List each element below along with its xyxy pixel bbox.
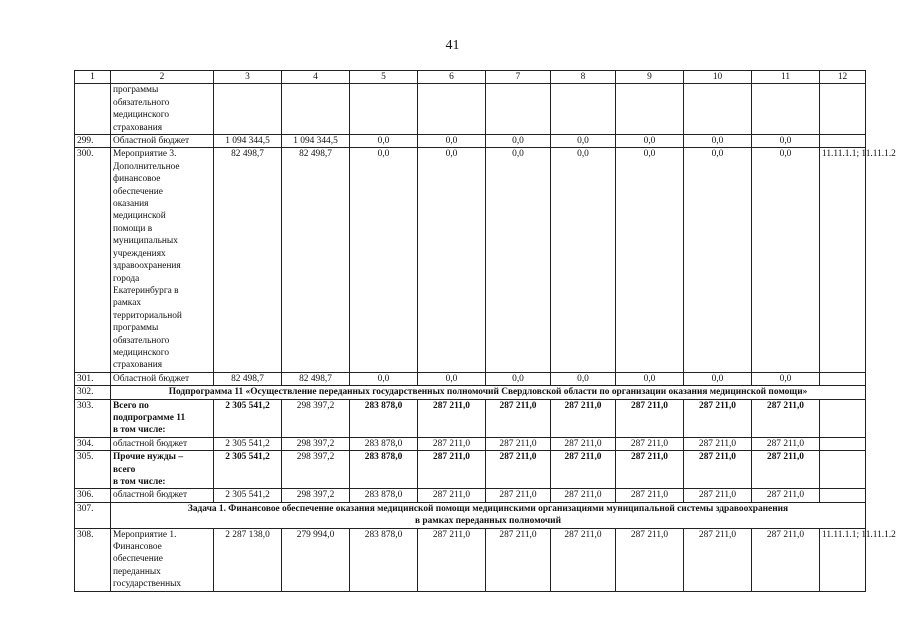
table-row [75, 135, 866, 148]
budget-table [74, 70, 896, 592]
cell-value: 287 211,0 [551, 399, 616, 437]
cell-value: 0,0 [350, 372, 418, 385]
cell-value: 287 211,0 [616, 437, 684, 450]
cell-value: 82 498,7 [282, 372, 350, 385]
target-ref: 11.11.1.1; 11.11.1.2 [820, 528, 866, 591]
cell-value: 0,0 [486, 148, 551, 372]
cell-value: 1 094 344,5 [282, 135, 350, 148]
cell-value: 287 211,0 [684, 437, 752, 450]
row-number: 306. [75, 489, 111, 502]
section-row [75, 386, 866, 399]
cell-value: 287 211,0 [616, 528, 684, 591]
column-header: 5 [350, 71, 418, 84]
cell-value: 0,0 [752, 148, 820, 372]
cell [486, 84, 551, 135]
cell-value: 287 211,0 [616, 489, 684, 502]
cell-value: 287 211,0 [684, 528, 752, 591]
row-number: 308. [75, 528, 111, 591]
row-name: Мероприятие 3. Дополнительное финансовое обеспечение оказания медицинской помощи в муниципальных учреждениях здравоохранения города Екатеринбурга в рамках территориальной программы обязательного медицинского страхования [111, 148, 214, 372]
target-ref [820, 437, 866, 450]
cell-value: 0,0 [486, 135, 551, 148]
target-ref [820, 451, 866, 489]
row-name: Областной бюджет [111, 135, 214, 148]
cell-value: 0,0 [551, 148, 616, 372]
cell-value: 283 878,0 [350, 451, 418, 489]
table-row [75, 437, 866, 450]
row-name: областной бюджет [111, 489, 214, 502]
cell-value: 279 994,0 [282, 528, 350, 591]
row-number [75, 84, 111, 135]
cell-value: 298 397,2 [282, 399, 350, 437]
task-title: Задача 1. Финансовое обеспечение оказания медицинской помощи медицинскими организациями муниципальной системы здравоохранения в рамках переданных полномочий [111, 502, 866, 528]
row-name: Прочие нужды – всего в том числе: [111, 451, 214, 489]
cell-value: 287 211,0 [551, 528, 616, 591]
cell-value: 0,0 [350, 135, 418, 148]
row-name: программы обязательного медицинского страхования [111, 84, 214, 135]
table-row [75, 372, 866, 385]
cell-value: 0,0 [418, 148, 486, 372]
cell [350, 84, 418, 135]
cell-value: 0,0 [684, 372, 752, 385]
cell-value: 287 211,0 [752, 437, 820, 450]
column-header: 9 [616, 71, 684, 84]
row-number: 302. [75, 386, 111, 399]
cell-value: 283 878,0 [350, 528, 418, 591]
cell-value: 287 211,0 [418, 489, 486, 502]
cell-value: 2 287 138,0 [214, 528, 282, 591]
cell-value: 283 878,0 [350, 489, 418, 502]
column-header: 1 [75, 71, 111, 84]
target-ref [820, 399, 866, 437]
row-name: Мероприятие 1. Финансовое обеспечение переданных государственных [111, 528, 214, 591]
target-ref [820, 372, 866, 385]
cell [418, 84, 486, 135]
cell-value: 0,0 [616, 372, 684, 385]
table-row [75, 84, 866, 135]
row-name: областной бюджет [111, 437, 214, 450]
target-ref: 11.11.1.1; 11.11.1.2 [820, 148, 866, 372]
table-row [75, 528, 866, 591]
column-header: 6 [418, 71, 486, 84]
target-ref [820, 489, 866, 502]
cell-value: 287 211,0 [684, 399, 752, 437]
cell-value: 0,0 [551, 372, 616, 385]
cell-value: 283 878,0 [350, 399, 418, 437]
table-row [75, 489, 866, 502]
cell-value: 82 498,7 [214, 148, 282, 372]
table-row [75, 148, 866, 372]
cell-value: 287 211,0 [752, 489, 820, 502]
row-name: Всего по подпрограмме 11 в том числе: [111, 399, 214, 437]
cell-value: 82 498,7 [214, 372, 282, 385]
cell [752, 84, 820, 135]
cell [616, 84, 684, 135]
cell-value: 0,0 [684, 148, 752, 372]
cell-value: 2 305 541,2 [214, 451, 282, 489]
row-number: 307. [75, 502, 111, 528]
cell-value: 287 211,0 [418, 399, 486, 437]
row-name: Областной бюджет [111, 372, 214, 385]
cell-value: 287 211,0 [486, 437, 551, 450]
column-header: 3 [214, 71, 282, 84]
cell-value: 0,0 [616, 135, 684, 148]
cell-value: 287 211,0 [752, 528, 820, 591]
cell-value: 287 211,0 [752, 451, 820, 489]
section-row [75, 502, 866, 528]
cell-value: 287 211,0 [486, 489, 551, 502]
cell-value: 0,0 [616, 148, 684, 372]
cell-value: 0,0 [418, 372, 486, 385]
column-header: 8 [551, 71, 616, 84]
cell-value: 287 211,0 [418, 528, 486, 591]
table-row [75, 451, 866, 489]
cell-value: 0,0 [418, 135, 486, 148]
cell-value: 287 211,0 [486, 399, 551, 437]
cell-value: 283 878,0 [350, 437, 418, 450]
cell [214, 84, 282, 135]
row-number: 305. [75, 451, 111, 489]
cell-value: 287 211,0 [616, 399, 684, 437]
cell [684, 84, 752, 135]
cell-value: 298 397,2 [282, 451, 350, 489]
column-header: 10 [684, 71, 752, 84]
cell-value: 2 305 541,2 [214, 437, 282, 450]
cell-value: 287 211,0 [418, 451, 486, 489]
cell-value: 287 211,0 [616, 451, 684, 489]
cell-value: 287 211,0 [551, 451, 616, 489]
cell-value: 287 211,0 [486, 451, 551, 489]
cell-value: 0,0 [350, 148, 418, 372]
row-number: 301. [75, 372, 111, 385]
cell [820, 84, 866, 135]
cell [551, 84, 616, 135]
cell-value: 298 397,2 [282, 489, 350, 502]
cell-value: 0,0 [752, 372, 820, 385]
cell-value: 0,0 [684, 135, 752, 148]
cell-value: 287 211,0 [684, 451, 752, 489]
row-number: 303. [75, 399, 111, 437]
column-header: 2 [111, 71, 214, 84]
column-header: 7 [486, 71, 551, 84]
cell-value: 287 211,0 [752, 399, 820, 437]
table-row [75, 399, 866, 437]
column-header: 11 [752, 71, 820, 84]
cell-value: 0,0 [551, 135, 616, 148]
cell-value: 1 094 344,5 [214, 135, 282, 148]
page-number: 41 [445, 38, 460, 53]
column-header: 4 [282, 71, 350, 84]
target-ref [820, 135, 866, 148]
cell-value: 287 211,0 [486, 528, 551, 591]
cell-value: 2 305 541,2 [214, 489, 282, 502]
cell-value: 287 211,0 [684, 489, 752, 502]
table-header-row [75, 71, 866, 84]
cell-value: 0,0 [486, 372, 551, 385]
cell-value: 287 211,0 [551, 489, 616, 502]
column-header: 12 [820, 71, 866, 84]
cell-value: 287 211,0 [551, 437, 616, 450]
cell-value: 298 397,2 [282, 437, 350, 450]
cell-value: 82 498,7 [282, 148, 350, 372]
row-number: 304. [75, 437, 111, 450]
cell [282, 84, 350, 135]
row-number: 300. [75, 148, 111, 372]
row-number: 299. [75, 135, 111, 148]
cell-value: 0,0 [752, 135, 820, 148]
cell-value: 2 305 541,2 [214, 399, 282, 437]
cell-value: 287 211,0 [418, 437, 486, 450]
subprogram-title: Подпрограмма 11 «Осуществление переданных государственных полномочий Свердловской области по организации оказания медицинской помощи» [111, 386, 866, 399]
